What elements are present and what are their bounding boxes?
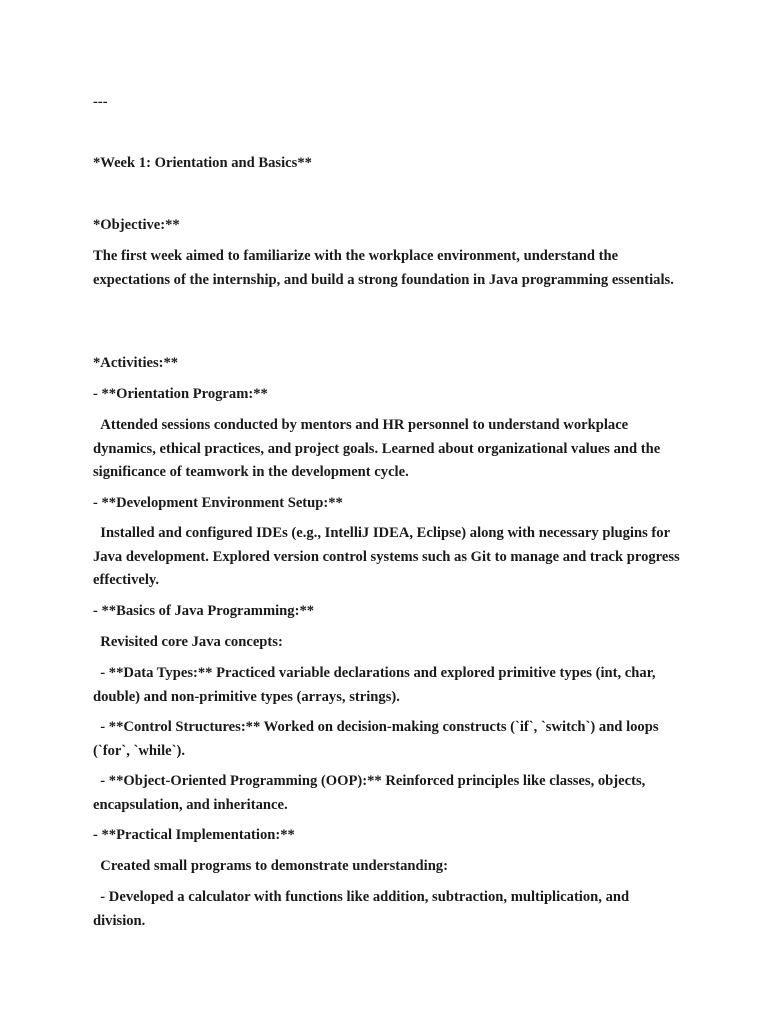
- setup-text: Installed and configured IDEs (e.g., IntelliJ IDEA, Eclipse) along with necessary plugins for Java development. Explored version control systems such as Git to manage and track progress effectively.: [93, 525, 684, 588]
- week-heading: *Week 1: Orientation and Basics**: [93, 155, 312, 171]
- setup-item: - **Development Environment Setup:**: [93, 495, 343, 511]
- basics-text: Revisited core Java concepts:: [93, 634, 283, 650]
- data-types-item: - **Data Types:** Practiced variable declarations and explored primitive types (int, char, double) and non-primitive types (arrays, strings).: [93, 665, 660, 705]
- control-structures-item: - **Control Structures:** Worked on decision-making constructs (`if`, `switch`) and loops (`for`, `while`).: [93, 719, 663, 759]
- practical-item: - **Practical Implementation:**: [93, 827, 295, 843]
- orientation-item: - **Orientation Program:**: [93, 386, 268, 402]
- separator: ---: [93, 94, 108, 110]
- orientation-text: Attended sessions conducted by mentors and HR personnel to understand workplace dynamics, ethical practices, and project goals. Learned about organizational values and the significance of teamwork in the development cycle.: [93, 417, 664, 480]
- calculator-item: - Developed a calculator with functions like addition, subtraction, multiplication, and division.: [93, 889, 633, 929]
- objective-text: The first week aimed to familiarize with the workplace environment, understand the expectations of the internship, and build a strong foundation in Java programming essentials.: [93, 248, 674, 288]
- practical-text: Created small programs to demonstrate understanding:: [93, 858, 448, 874]
- oop-item: - **Object-Oriented Programming (OOP):** Reinforced principles like classes, objects, encapsulation, and inheritance.: [93, 773, 649, 813]
- basics-item: - **Basics of Java Programming:**: [93, 603, 315, 619]
- objective-heading: *Objective:**: [93, 217, 180, 233]
- activities-heading: *Activities:**: [93, 355, 179, 371]
